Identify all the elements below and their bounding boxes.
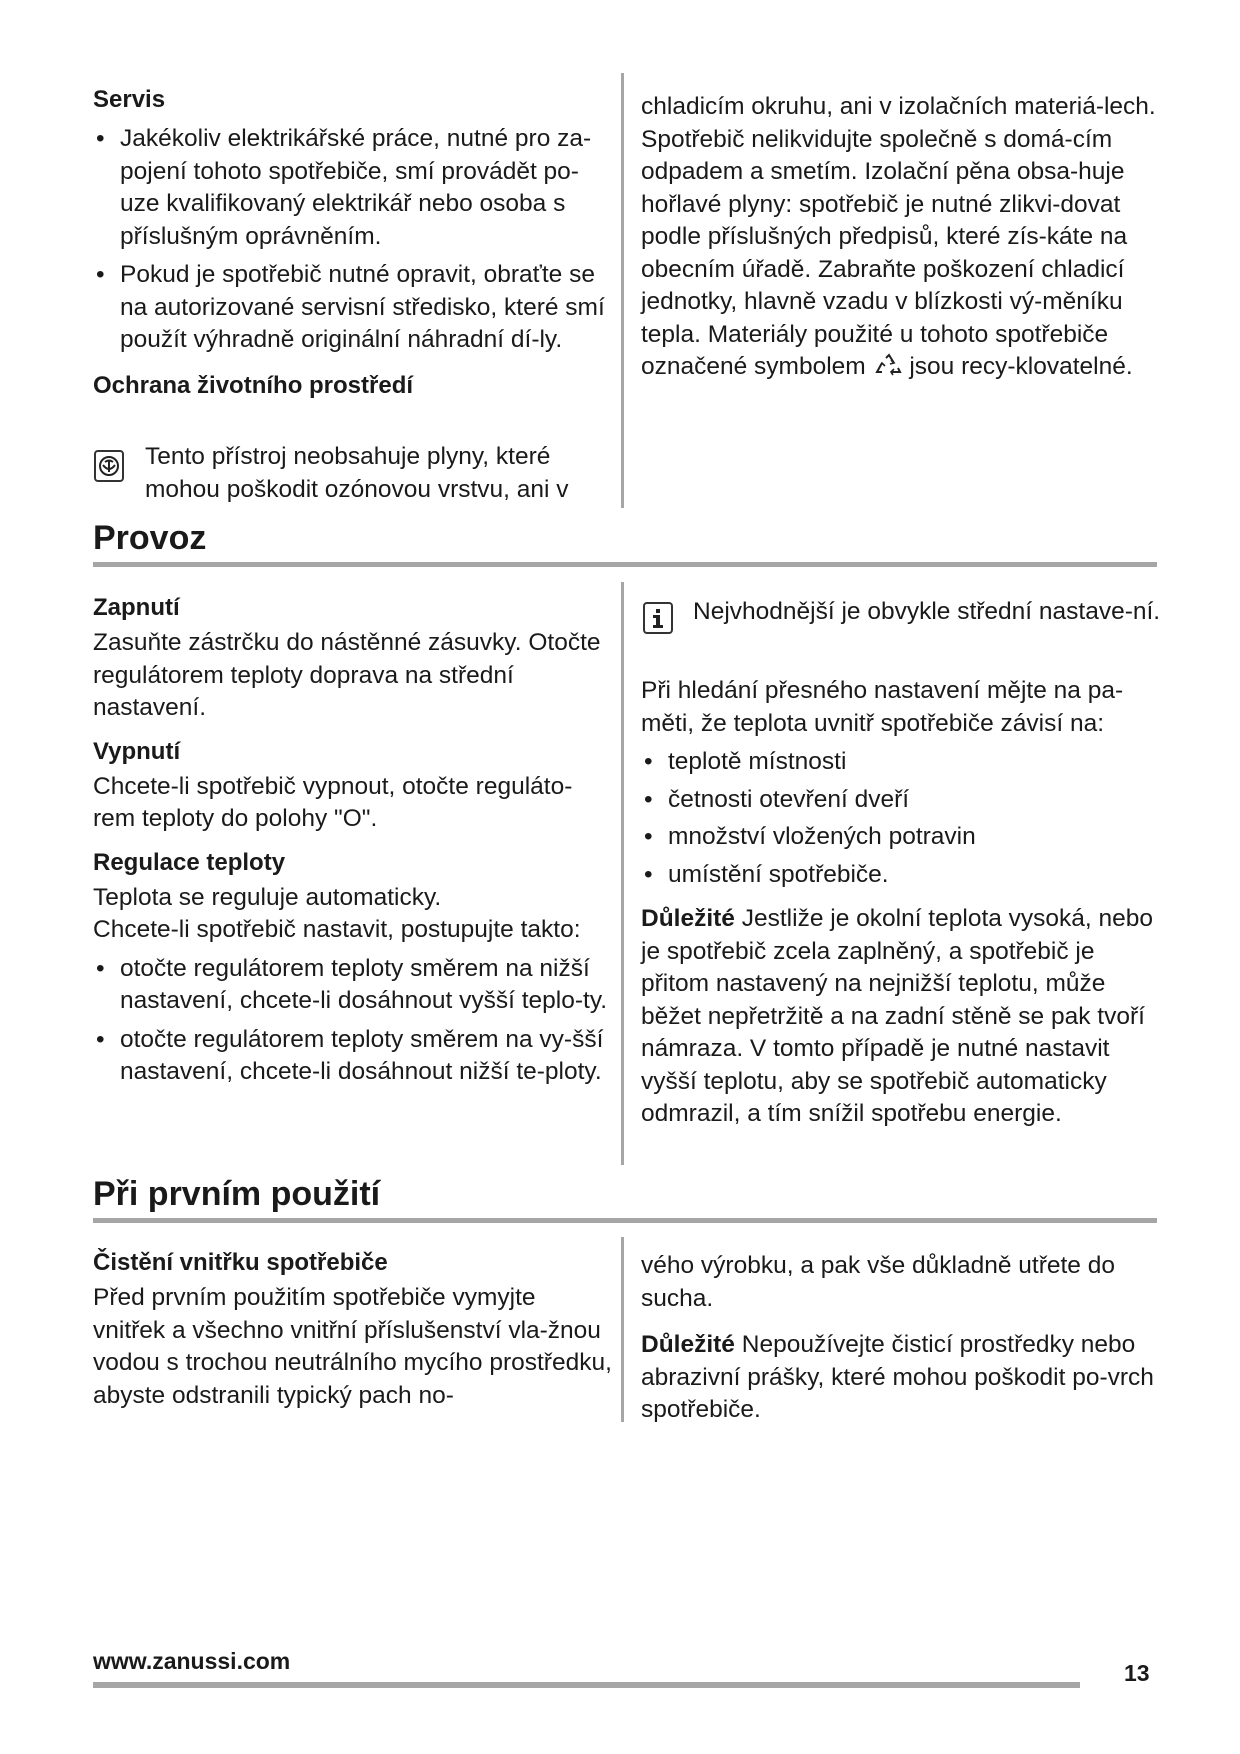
regulace-line1: Teplota se reguluje automaticky. [93, 883, 442, 911]
list-item: • množství vložených potravin [641, 821, 1161, 854]
important-note: Důležité Jestliže je okolní teplota vysoká, nebo je spotřebič zcela zaplněný, a spotřebič je přitom nastavený na nejnižší teplotu, může běžet nepřetržitě a na zadní stěně se pak tvoří námraza. V tomto případě je nutné nastavit vyšší teplotu, aby se spotřebič automaticky odmrazil, a tím snížil spotřebu energie. [641, 905, 1154, 1127]
info-text: Nejvhodnější je obvykle střední nastave-ní. [693, 598, 1161, 625]
footer-url: www.zanussi.com [93, 1648, 291, 1674]
cleaning-heading: Čistění vnitřku spotřebiče [93, 1249, 388, 1276]
section-rule [93, 562, 1157, 567]
vypnuti-text: Chcete-li spotřebič vypnout, otočte reguláto-rem teploty do polohy "O". [93, 772, 573, 832]
zapnuti-heading: Zapnutí [93, 594, 180, 621]
servis-section [93, 85, 613, 401]
list-item: • četnosti otevření dveří [641, 784, 1161, 817]
search-text: Při hledání přesného nastavení mějte na pa-měti, že teplota uvnitř spotřebiče závisí na: [641, 677, 1124, 737]
environment-icon [94, 450, 124, 482]
list-item: • otočte regulátorem teploty směrem na vy-šší nastavení, chcete-li dosáhnout nižší te-ploty. [93, 1024, 613, 1089]
list-item: • Jakékoliv elektrikářské práce, nutné pro za-pojení tohoto spotřebiče, smí provádět po-uze kvalifikovaný elektrikář nebo osoba s příslušným oprávněním. [93, 123, 613, 253]
footer-rule [93, 1682, 1080, 1688]
list-item: • teplotě místnosti [641, 746, 1161, 779]
provoz-left-column [93, 593, 613, 1089]
list-item: • otočte regulátorem teploty směrem na nižší nastavení, chcete-li dosáhnout vyšší teplo-ty. [93, 953, 613, 1018]
first-use-title: Při prvním použití [93, 1175, 381, 1213]
column-divider [621, 73, 624, 508]
ochrana-continued: chladicím okruhu, ani v izolačních materiá-lech. Spotřebič nelikvidujte společně s domá-cím odpadem a smetím. Izolační pěna obsa-huje hořlavé plyny: spotřebič je nutné zlikvi-dovat podle příslušných předpisů, které zís-káte na obecním úřadě. Zabraňte poškození chladicí jednotky, hlavně vzadu v blízkosti vý-měníku tepla. Materiály použité u tohoto spotřebiče označené symbolem jsou recy-klovatelné. [641, 91, 1161, 388]
vypnuti-heading: Vypnutí [93, 737, 181, 765]
provoz-right-column [641, 675, 1161, 1131]
important-note: Důležité Nepoužívejte čisticí prostředky nebo abrazivní prášky, které mohou poškodit po-vrch spotřebiče. [641, 1331, 1154, 1423]
provoz-title: Provoz [93, 519, 207, 557]
section-rule [93, 1218, 1157, 1223]
servis-heading: Servis [93, 86, 166, 113]
info-icon [643, 602, 673, 634]
column-divider [621, 582, 624, 1165]
regulace-line2: Chcete-li spotřebič nastavit, postupujte takto: [93, 916, 581, 943]
first-use-left-column [93, 1248, 613, 1412]
zapnuti-text: Zasuňte zástrčku do nástěnné zásuvky. Otočte regulátorem teploty doprava na střední nastavení. [93, 629, 601, 721]
first-use-right-column [641, 1250, 1161, 1427]
list-item: • umístění spotřebiče. [641, 859, 1161, 892]
list-item: • Pokud je spotřebič nutné opravit, obraťte se na autorizované servisní středisko, které smí použít výhradně originální náhradní dí-ly. [93, 259, 613, 357]
column-divider [621, 1237, 624, 1422]
cleaning-continued: vého výrobku, a pak vše důkladně utřete do sucha. [641, 1252, 1115, 1312]
regulace-heading: Regulace teploty [93, 848, 286, 876]
cleaning-text: Před prvním použitím spotřebiče vymyjte vnitřek a všechno vnitřní příslušenství vla-žnou vodou s trochou neutrálního mycího prostředku, abyste odstranili typický pach no- [93, 1284, 612, 1409]
recycle-icon [873, 352, 903, 388]
ochrana-icon-text: Tento přístroj neobsahuje plyny, které mohou poškodit ozónovou vrstvu, ani v [145, 443, 569, 503]
page-number: 13 [1124, 1660, 1150, 1686]
ochrana-heading: Ochrana životního prostředí [93, 371, 414, 399]
